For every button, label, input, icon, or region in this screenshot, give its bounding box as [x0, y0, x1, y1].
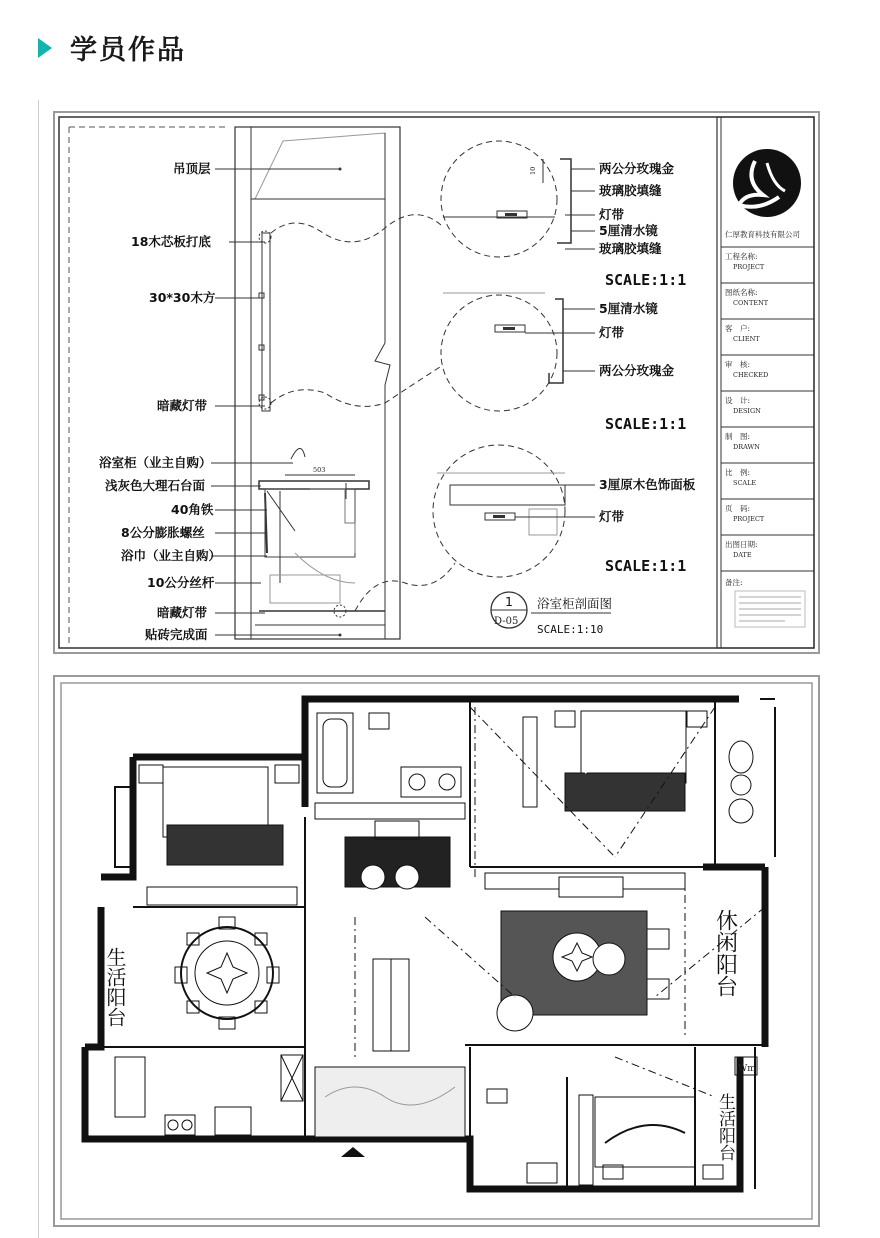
label-led-strip-1: 暗藏灯带 — [157, 398, 208, 413]
label-led-strip-2: 暗藏灯带 — [157, 605, 208, 620]
d1-scale: SCALE:1:1 — [605, 271, 687, 289]
label-board: 18木芯板打底 — [131, 234, 211, 249]
svg-text:DATE: DATE — [733, 551, 752, 559]
d1-label-4: 玻璃胶填缝 — [599, 241, 662, 256]
svg-text:CLIENT: CLIENT — [733, 335, 760, 343]
d2-scale: SCALE:1:1 — [605, 415, 687, 433]
company-name: 仁厚教育科技有限公司 — [725, 230, 800, 239]
page-title: 学员作品 — [70, 35, 186, 66]
label-towel: 浴巾（业主自购） — [121, 548, 222, 563]
label-vanity: 浴室柜（业主自购） — [99, 455, 212, 470]
d1-label-1: 玻璃胶填缝 — [599, 183, 662, 198]
floor-plan — [55, 677, 818, 1225]
section-drawing — [55, 113, 818, 652]
balcony-right-bottom-text: 生活阳台 — [715, 1093, 735, 1161]
label-anchor-bolt: 8公分膨胀螺丝 — [121, 525, 205, 540]
floor-plan-sheet — [53, 675, 820, 1227]
d2-label-2: 两公分玫瑰金 — [599, 363, 675, 378]
svg-text:审 核:: 审 核: — [725, 360, 751, 369]
d1-label-0: 两公分玫瑰金 — [599, 161, 675, 176]
svg-text:图纸名称:: 图纸名称: — [725, 288, 758, 297]
svg-text:SCALE: SCALE — [733, 479, 757, 487]
d3-label-0: 3厘原木色饰面板 — [599, 477, 696, 492]
svg-text:制 图:: 制 图: — [725, 432, 751, 441]
d1-label-3: 5厘清水镜 — [599, 223, 658, 238]
label-rod: 10公分丝杆 — [147, 575, 215, 590]
d1-label-2: 灯带 — [599, 207, 625, 222]
d2-label-0: 5厘清水镜 — [599, 301, 658, 316]
label-angle-iron: 40角铁 — [171, 502, 214, 517]
svg-text:PROJECT: PROJECT — [733, 515, 765, 523]
balcony-right-top-text: 休闲阳台 — [712, 909, 738, 997]
dim-10: 10 — [529, 166, 537, 175]
section-no: 1 — [505, 594, 513, 609]
title-block-rows — [721, 251, 814, 627]
svg-text:DRAWN: DRAWN — [733, 443, 760, 451]
section-scale: SCALE:1:10 — [537, 623, 604, 636]
left-divider — [38, 100, 39, 1238]
svg-text:客 户:: 客 户: — [725, 324, 751, 333]
dim-503: 503 — [313, 466, 326, 474]
washing-machine-label: Wm — [738, 1064, 756, 1074]
balcony-left-text: 生活阳台 — [103, 947, 127, 1027]
label-tile-finish: 贴砖完成面 — [145, 627, 208, 642]
svg-text:比 例:: 比 例: — [725, 468, 751, 477]
page-header — [0, 0, 880, 95]
svg-text:页 码:: 页 码: — [725, 504, 751, 513]
d3-label-1: 灯带 — [599, 509, 625, 524]
d3-scale: SCALE:1:1 — [605, 557, 687, 575]
title-block — [717, 117, 814, 648]
svg-text:PROJECT: PROJECT — [733, 263, 765, 271]
label-marble: 浅灰色大理石台面 — [105, 478, 206, 493]
section-labels — [99, 161, 342, 642]
label-battens: 30*30木方 — [149, 290, 216, 305]
notes-label: 备注: — [725, 578, 743, 587]
section-sheet: D-05 — [494, 616, 519, 627]
svg-text:工程名称:: 工程名称: — [725, 252, 758, 261]
d2-label-1: 灯带 — [599, 325, 625, 340]
section-drawing-sheet — [53, 111, 820, 654]
svg-text:CHECKED: CHECKED — [733, 371, 769, 379]
play-triangle-icon — [38, 38, 52, 58]
label-ceiling: 吊顶层 — [173, 161, 211, 176]
svg-text:CONTENT: CONTENT — [733, 299, 769, 307]
svg-text:DESIGN: DESIGN — [733, 407, 761, 415]
svg-text:设 计:: 设 计: — [725, 396, 751, 405]
svg-text:出图日期:: 出图日期: — [725, 540, 758, 549]
section-title: 浴室柜剖面图 — [537, 596, 613, 611]
